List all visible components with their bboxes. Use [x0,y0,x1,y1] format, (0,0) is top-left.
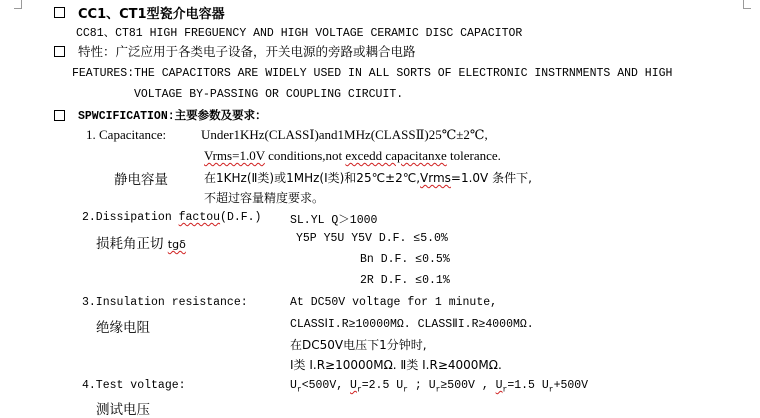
spec-heading: SPWCIFICATION:主要参数及要求： [78,110,267,123]
features-en-line1: FEATURES:THE CAPACITORS ARE WIDELY USED IN ALL SORTS OF ELECTRONIC INSTRNMENTS AND HIGH [72,67,673,80]
insulation-cn-label: 绝缘电阻 [96,320,150,336]
vrms-term: Vrms=1.0V [204,148,265,163]
capacitance-label: 1. Capacitance: [86,127,167,142]
test-voltage-line: $U_r<500V$, $U_r=2.5$ $U_r$ ; $U_r\ge 500V$ , $U_r=1.5$ $U_r+500V$ [290,379,589,395]
corner-mark [743,8,751,9]
capacitance-cn-label: 静电容量 [114,172,168,188]
capacitance-line2: Vrms=1.0V conditions,not excedd capacitanxe tolerance. [204,148,501,163]
df-row-2: Y5P Y5U Y5V D.F. ≤5.0% [296,232,448,245]
capacitance-cn-line2: 不超过容量精度要求。 [204,191,325,205]
corner-mark [21,0,22,8]
checkbox-bullet [54,46,65,57]
checkbox-bullet [54,7,65,18]
corner-mark [14,8,22,9]
capacitance-line1: Under1KHz(CLASSⅠ)and1MHz(CLASSⅡ)25℃±2℃, [201,127,488,142]
insulation-label: 3.Insulation resistance: [82,296,248,309]
checkbox-bullet [54,110,65,121]
features-cn: 特性：广泛应用于各类电子设备，开关电源的旁路或耦合电路 [78,44,416,59]
df-row-4: 2R D.F. ≤0.1% [360,274,450,287]
insulation-line2: CLASSⅠI.R≥10000MΩ. CLASSⅡI.R≥4000MΩ. [290,318,534,331]
corner-mark [743,0,744,8]
df-row-1: SL.YL Q＞1000 [290,214,378,227]
insulation-line4: Ⅰ类 I.R≥10000MΩ. Ⅱ类 I.R≥4000MΩ. [290,358,502,372]
dissipation-cn-label: 损耗角正切 tgδ [96,236,186,252]
test-voltage-cn-label: 测试电压 [96,402,150,418]
document-title: CC1、CT1型瓷介电容器 [78,7,225,22]
dissipation-label: 2.Dissipation factou(D.F.) [82,211,262,224]
test-voltage-label: 4.Test voltage: [82,379,186,392]
df-row-3: Bn D.F. ≤0.5% [360,253,450,266]
misspelled-term: excedd capacitanxe [345,148,447,163]
insulation-line1: At DC50V voltage for 1 minute, [290,296,498,309]
features-en-line2: VOLTAGE BY-PASSING OR COUPLING CIRCUIT. [134,88,404,101]
document-subtitle: CC81、CT81 HIGH FREGUENCY AND HIGH VOLTAGE CERAMIC DISC CAPACITOR [76,27,523,40]
insulation-line3: 在DC50V电压下1分钟时, [290,338,427,352]
capacitance-cn-line1: 在1KHz(Ⅱ类)或1MHz(Ⅰ类)和25℃±2℃,Vrms=1.0V 条件下, [204,171,532,185]
